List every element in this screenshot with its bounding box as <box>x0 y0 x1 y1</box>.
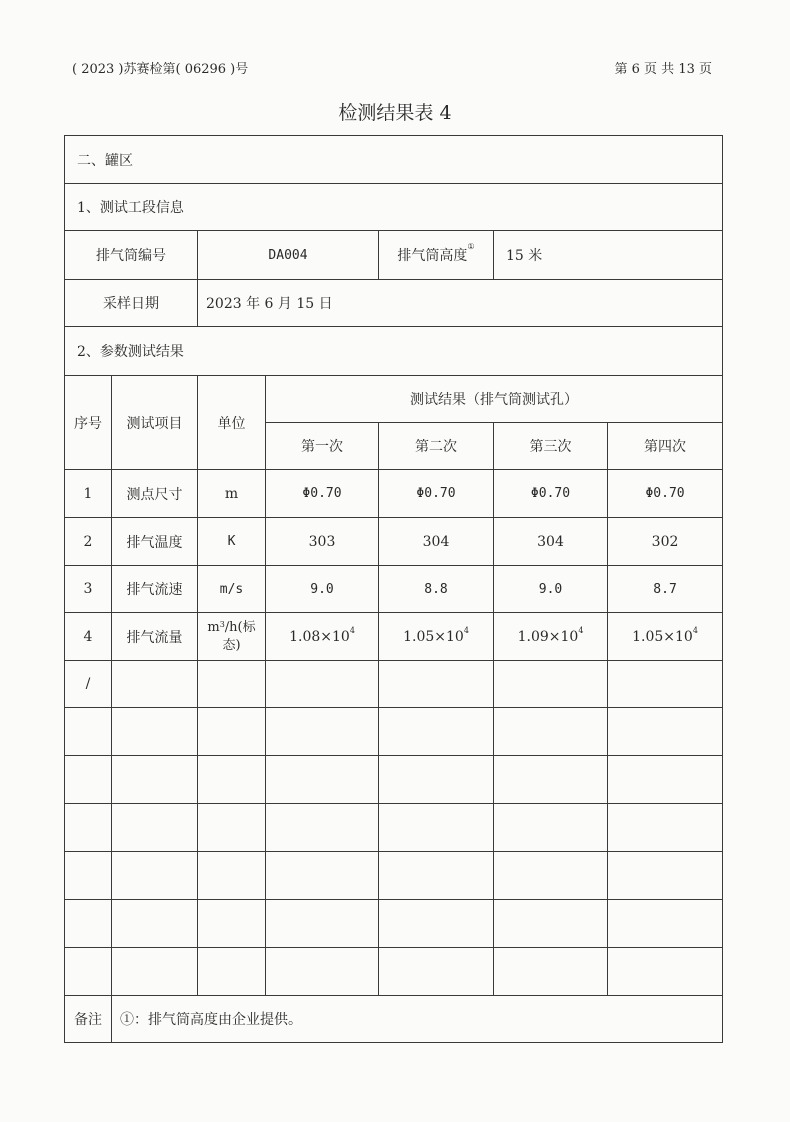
row-seq: 2 <box>65 518 112 566</box>
row-unit: K <box>198 518 266 566</box>
row-value: $1.08\times 10^4$ <box>266 613 379 661</box>
table-row <box>65 900 723 948</box>
sample-date-value: 2023 年 6 月 15 日 <box>198 280 723 327</box>
row-item: 测点尺寸 <box>112 470 198 518</box>
row-value: $1.09\times 10^4$ <box>494 613 608 661</box>
stack-height-value: 15 米 <box>494 231 723 280</box>
remark-label: 备注 <box>65 996 112 1043</box>
col-seq-header: 序号 <box>65 376 112 470</box>
page-indicator: 第 6 页 共 13 页 <box>614 62 712 77</box>
col-result-header: 测试结果（排气筒测试孔） <box>266 376 723 423</box>
row-value: 8.8 <box>379 566 494 613</box>
table-row <box>65 756 723 804</box>
run-header: 第三次 <box>494 423 608 470</box>
col-item-header: 测试项目 <box>112 376 198 470</box>
remark-text: ①：排气筒高度由企业提供。 <box>112 996 723 1043</box>
result-table <box>64 135 723 1043</box>
col-unit-header: 单位 <box>198 376 266 470</box>
row-value: $1.05\times 10^4$ <box>608 613 723 661</box>
row-unit: m <box>198 470 266 518</box>
row-value: 302 <box>608 518 723 566</box>
section-params: 2、参数测试结果 <box>65 327 723 376</box>
table-row <box>65 804 723 852</box>
row-item: 排气流量 <box>112 613 198 661</box>
row-value: 8.7 <box>608 566 723 613</box>
row-seq: 4 <box>65 613 112 661</box>
table-row <box>65 470 723 518</box>
table-row <box>65 566 723 613</box>
row-seq: 3 <box>65 566 112 613</box>
row-value: 9.0 <box>266 566 379 613</box>
stack-no-label: 排气筒编号 <box>65 231 198 280</box>
row-value: Φ0.70 <box>608 470 723 518</box>
page-title: 检测结果表 4 <box>338 102 452 124</box>
row-value: 9.0 <box>494 566 608 613</box>
row-value: Φ0.70 <box>266 470 379 518</box>
run-header: 第一次 <box>266 423 379 470</box>
note-mark: ① <box>467 242 475 251</box>
table-row <box>65 661 723 708</box>
row-value: 303 <box>266 518 379 566</box>
row-value: 304 <box>494 518 608 566</box>
report-number: ( 2023 )苏赛检第( 06296 )号 <box>72 62 249 77</box>
row-value: $1.05\times 10^4$ <box>379 613 494 661</box>
run-header: 第四次 <box>608 423 723 470</box>
table-row <box>65 852 723 900</box>
row-value: Φ0.70 <box>379 470 494 518</box>
row-unit: $m^3/h$(标态) <box>198 613 266 661</box>
row-item: 排气流速 <box>112 566 198 613</box>
table-row <box>65 518 723 566</box>
section-tank: 二、罐区 <box>65 136 723 184</box>
run-header: 第二次 <box>379 423 494 470</box>
row-seq: 1 <box>65 470 112 518</box>
stack-no-value: DA004 <box>198 231 379 280</box>
section-info: 1、测试工段信息 <box>65 184 723 231</box>
table-row <box>65 613 723 661</box>
table-row <box>65 708 723 756</box>
row-value: 304 <box>379 518 494 566</box>
row-item: 排气温度 <box>112 518 198 566</box>
stack-height-label: 排气筒高度① <box>379 231 494 280</box>
sample-date-label: 采样日期 <box>65 280 198 327</box>
table-row <box>65 948 723 996</box>
row-seq: / <box>65 661 112 708</box>
row-value: Φ0.70 <box>494 470 608 518</box>
row-unit: m/s <box>198 566 266 613</box>
